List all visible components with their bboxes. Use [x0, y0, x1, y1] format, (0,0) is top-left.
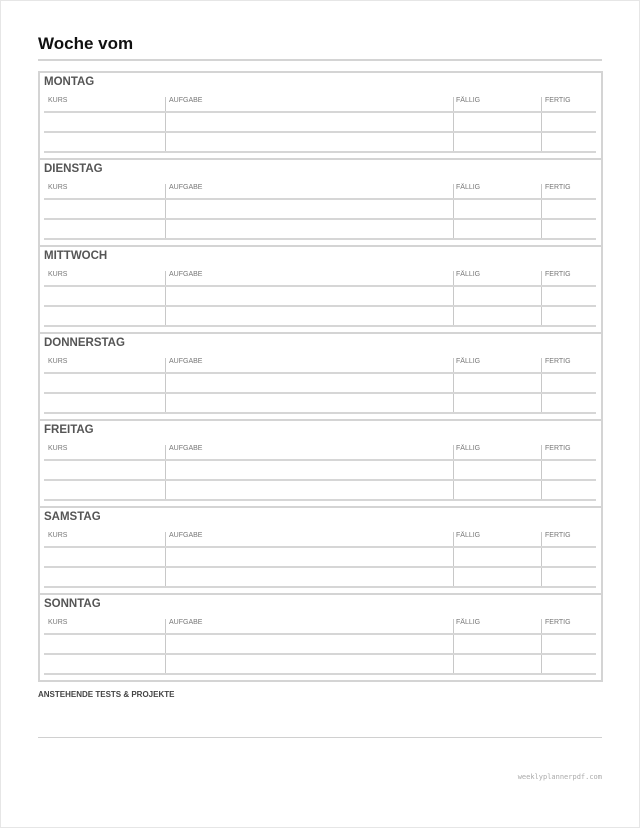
col-head-task: AUFGABE — [169, 97, 203, 104]
day-block-monday — [40, 73, 601, 160]
row-line — [44, 285, 596, 287]
col-divider — [541, 445, 542, 500]
col-head-course: KURS — [48, 97, 68, 104]
row-line — [44, 459, 596, 461]
row-line — [44, 131, 596, 133]
row-line — [44, 218, 596, 220]
row-line — [44, 479, 596, 481]
row-line — [44, 546, 596, 548]
col-divider — [165, 445, 166, 500]
row-line — [44, 372, 596, 374]
col-head-done: FERTIG — [545, 445, 571, 452]
day-block-friday — [40, 421, 601, 508]
title-underline — [38, 59, 602, 61]
col-divider — [453, 271, 454, 326]
col-divider — [541, 97, 542, 152]
page-title: Woche vom — [38, 34, 134, 53]
col-head-task: AUFGABE — [169, 358, 203, 365]
row-line — [44, 566, 596, 568]
day-block-tuesday — [40, 160, 601, 247]
day-name: SAMSTAG — [44, 511, 101, 523]
col-head-task: AUFGABE — [169, 532, 203, 539]
upcoming-tests-label: ANSTEHENDE TESTS & PROJEKTE — [38, 690, 175, 699]
col-head-due: FÄLLIG — [456, 97, 481, 104]
col-divider — [541, 358, 542, 413]
col-head-course: KURS — [48, 271, 68, 278]
col-divider — [541, 271, 542, 326]
row-line — [44, 499, 596, 501]
col-divider — [165, 97, 166, 152]
col-divider — [165, 358, 166, 413]
day-name: MITTWOCH — [44, 250, 108, 262]
col-head-done: FERTIG — [545, 358, 571, 365]
row-line — [44, 653, 596, 655]
col-head-due: FÄLLIG — [456, 619, 481, 626]
day-block-sunday — [40, 595, 601, 682]
col-divider — [165, 619, 166, 674]
col-divider — [541, 619, 542, 674]
col-divider — [453, 184, 454, 239]
day-block-thursday — [40, 334, 601, 421]
col-divider — [453, 532, 454, 587]
col-head-task: AUFGABE — [169, 445, 203, 452]
col-divider — [165, 271, 166, 326]
col-head-done: FERTIG — [545, 532, 571, 539]
day-name: MONTAG — [44, 76, 95, 88]
col-head-course: KURS — [48, 532, 68, 539]
col-head-due: FÄLLIG — [456, 532, 481, 539]
col-head-course: KURS — [48, 184, 68, 191]
col-head-course: KURS — [48, 619, 68, 626]
col-divider — [453, 619, 454, 674]
row-line — [44, 633, 596, 635]
day-name: SONNTAG — [44, 598, 101, 610]
row-line — [44, 305, 596, 307]
col-head-done: FERTIG — [545, 619, 571, 626]
day-block-wednesday — [40, 247, 601, 334]
col-head-done: FERTIG — [545, 184, 571, 191]
row-line — [44, 151, 596, 153]
footer-credit: weeklyplannerpdf.com — [517, 773, 602, 781]
col-head-due: FÄLLIG — [456, 271, 481, 278]
upcoming-rule — [38, 737, 602, 738]
row-line — [44, 238, 596, 240]
col-head-course: KURS — [48, 445, 68, 452]
row-line — [44, 325, 596, 327]
col-head-done: FERTIG — [545, 97, 571, 104]
day-name: DIENSTAG — [44, 163, 103, 175]
col-divider — [165, 184, 166, 239]
row-line — [44, 111, 596, 113]
row-line — [44, 586, 596, 588]
day-name: DONNERSTAG — [44, 337, 125, 349]
col-head-course: KURS — [48, 358, 68, 365]
col-head-due: FÄLLIG — [456, 184, 481, 191]
row-line — [44, 673, 596, 675]
col-divider — [165, 532, 166, 587]
col-divider — [453, 358, 454, 413]
row-line — [44, 198, 596, 200]
col-head-due: FÄLLIG — [456, 445, 481, 452]
col-divider — [453, 445, 454, 500]
col-divider — [453, 97, 454, 152]
col-head-task: AUFGABE — [169, 619, 203, 626]
col-head-task: AUFGABE — [169, 271, 203, 278]
day-name: FREITAG — [44, 424, 94, 436]
col-divider — [541, 184, 542, 239]
col-head-done: FERTIG — [545, 271, 571, 278]
day-block-saturday — [40, 508, 601, 595]
row-line — [44, 392, 596, 394]
col-head-task: AUFGABE — [169, 184, 203, 191]
col-head-due: FÄLLIG — [456, 358, 481, 365]
col-divider — [541, 532, 542, 587]
row-line — [44, 412, 596, 414]
week-table — [38, 71, 603, 682]
